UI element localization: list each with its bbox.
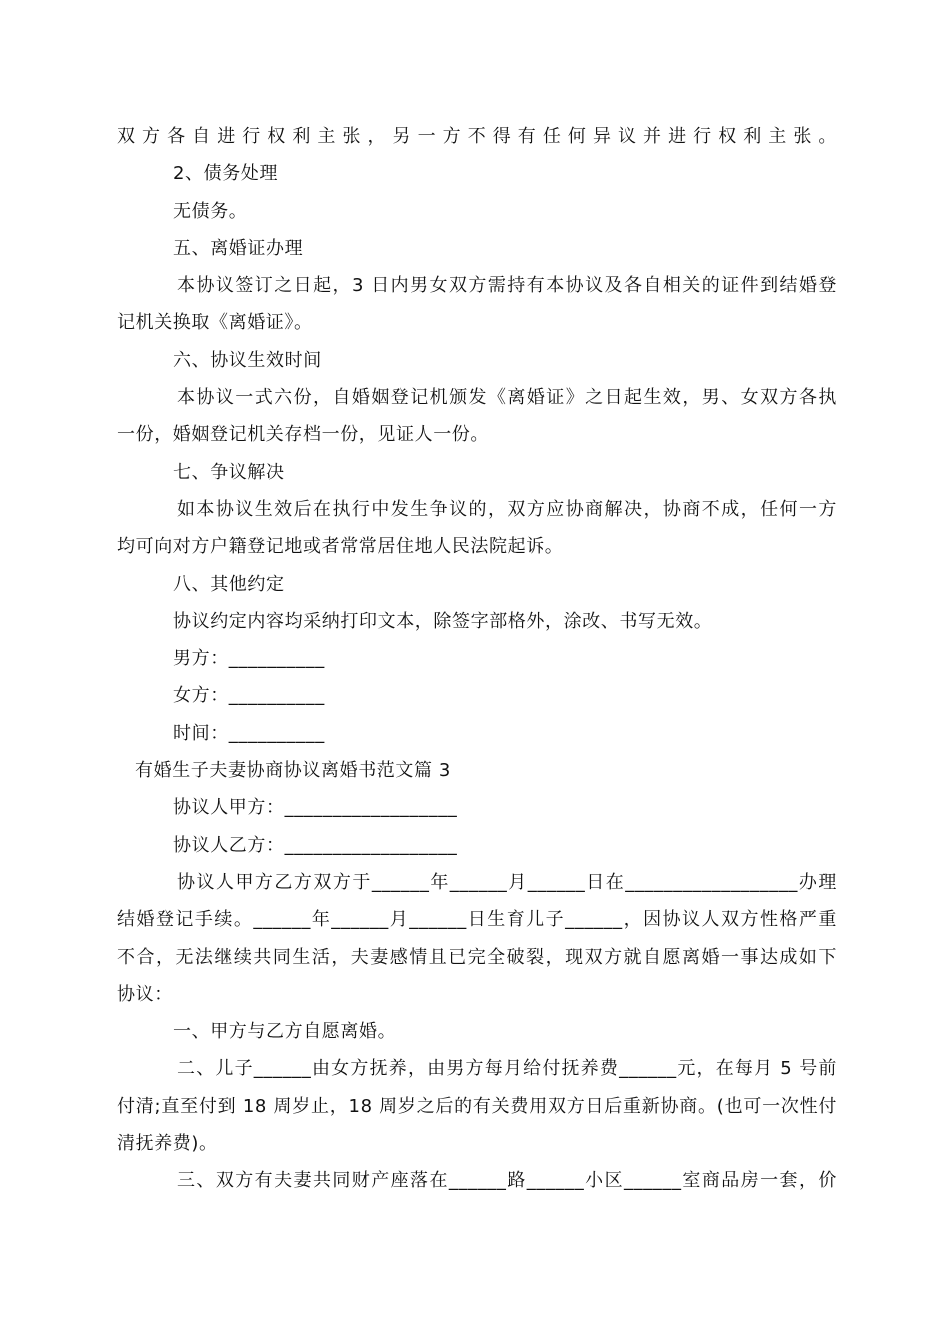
paragraph-line: 本协议签订之日起，3 日内男女双方需持有本协议及各自相关的证件到结婚登 (177, 275, 837, 297)
signature-male: 男方：__________ (173, 648, 325, 670)
section-heading-dispute: 七、争议解决 (173, 461, 285, 483)
section-heading-debt: 2、债务处理 (173, 163, 279, 185)
section-heading-other: 八、其他约定 (173, 573, 285, 595)
paragraph-line: 双方各自进行权利主张，另一方不得有任何异议并进行权利主张。 (117, 126, 837, 147)
clause-three: 三、双方有夫妻共同财产座落在______路______小区______室商品房一套，价 (177, 1170, 837, 1192)
paragraph-line: 协议约定内容均采纳打印文本，除签字部格外，涂改、书写无效。 (173, 610, 713, 632)
paragraph-line: 无债务。 (173, 200, 248, 222)
paragraph-line: 如本协议生效后在执行中发生争议的，双方应协商解决，协商不成，任何一方 (177, 498, 837, 520)
clause-one: 一、甲方与乙方自愿离婚。 (173, 1021, 397, 1043)
paragraph-line: 清抚养费)。 (117, 1133, 218, 1155)
paragraph-line: 记机关换取《离婚证》。 (117, 312, 313, 334)
clause-two: 二、儿子______由女方抚养，由男方每月给付抚养费______元，在每月 5 号前 (177, 1058, 837, 1080)
party-a-line: 协议人甲方：__________________ (173, 797, 458, 819)
paragraph-line: 协议人甲方乙方双方于______年______月______日在__________________办理 (177, 871, 837, 893)
paragraph-line: 协议： (117, 983, 173, 1005)
signature-date: 时间：__________ (173, 722, 325, 744)
paragraph-line: 付清;直至付到 18 周岁止，18 周岁之后的有关费用双方日后重新协商。(也可一次性付 (117, 1095, 837, 1117)
party-b-line: 协议人乙方：__________________ (173, 834, 458, 856)
paragraph-line: 一份，婚姻登记机关存档一份，见证人一份。 (117, 424, 489, 446)
signature-female: 女方：__________ (173, 685, 325, 707)
paragraph-line: 结婚登记手续。______年______月______日生育儿子______，因协议人双方性格严重 (117, 909, 837, 931)
section-heading-certificate: 五、离婚证办理 (173, 237, 304, 259)
paragraph-line: 不合，无法继续共同生活，夫妻感情且已完全破裂，现双方就自愿离婚一事达成如下 (117, 946, 837, 968)
paragraph-line: 本协议一式六份，自婚姻登记机颁发《离婚证》之日起生效，男、女双方各执 (177, 387, 837, 409)
section-heading-effective-time: 六、协议生效时间 (173, 349, 322, 371)
document-body (117, 118, 837, 1200)
article-title: 有婚生子夫妻协商协议离婚书范文篇 3 (135, 760, 451, 782)
paragraph-line: 均可向对方户籍登记地或者常常居住地人民法院起诉。 (117, 536, 564, 558)
